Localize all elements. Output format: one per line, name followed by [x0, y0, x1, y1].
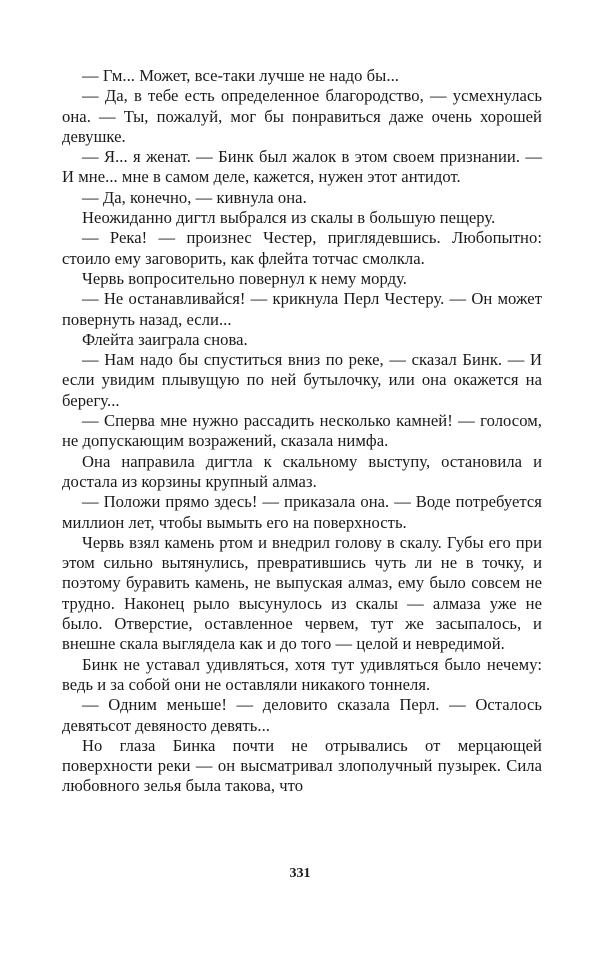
paragraph-6: — Река! — произнес Честер, приглядевшись. Любопытно: стоило ему заговорить, как флейта тотчас смолкла.: [62, 228, 542, 268]
paragraph-7: Червь вопросительно повернул к нему морду.: [82, 268, 407, 288]
paragraph-8: — Не останавливайся! — крикнула Перл Честеру. — Он может повернуть назад, если...: [62, 289, 542, 329]
paragraph-17: Но глаза Бинка почти не отрывались от мерцающей поверхности реки — он высматривал злополучный пузырек. Сила любовного зелья была такова, что: [62, 735, 542, 796]
paragraph-10: — Нам надо бы спуститься вниз по реке, — сказал Бинк. — И если увидим плывущую по ней бутылочку, или она окажется на берегу...: [62, 350, 542, 410]
paragraph-9: Флейта заиграла снова.: [82, 329, 248, 349]
paragraph-1: — Гм... Может, все-таки лучше не надо бы...: [82, 66, 399, 85]
page-number: 331: [289, 866, 311, 881]
paragraph-11: — Сперва мне нужно рассадить несколько камней! — голосом, не допускающим возражений, сказала нимфа.: [62, 411, 542, 451]
paragraph-3: — Я... я женат. — Бинк был жалок в этом своем признании. — И мне... мне в самом деле, кажется, нужен этот антидот.: [62, 147, 542, 187]
paragraph-14: Червь взял камень ртом и внедрил голову в скалу. Губы его при этом сильно вытянулись, превратившись чуть ли не в точку, и поэтому буравить камень, не выпуская алмаз, ему было совсем не трудно. Наконец рыло высунулось из скалы — алмаза уже не было. Отверстие, оставленное червем, тут же засыпалось, и внешне скала выглядела как и до того — целой и невредимой.: [62, 532, 542, 654]
paragraph-12: Она направила дигтла к скальному выступу, остановила и достала из корзины крупный алмаз.: [62, 451, 542, 491]
paragraph-5: Неожиданно дигтл выбрался из скалы в большую пещеру.: [82, 208, 496, 228]
paragraph-15: Бинк не уставал удивляться, хотя тут удивляться было нечему: ведь и за собой они не оставляли никакого тоннеля.: [62, 654, 542, 694]
paragraph-4: — Да, конечно, — кивнула она.: [82, 187, 307, 207]
book-page-text: [62, 66, 542, 797]
paragraph-13: — Положи прямо здесь! — приказала она. — Воде потребуется миллион лет, чтобы вымыть его на поверхность.: [62, 492, 542, 532]
paragraph-2: — Да, в тебе есть определенное благородство, — усмехнулась она. — Ты, пожалуй, мог бы понравиться даже очень хорошей девушке.: [62, 86, 542, 146]
paragraph-16: — Одним меньше! — деловито сказала Перл. — Осталось девятьсот девяносто девять...: [62, 695, 542, 735]
